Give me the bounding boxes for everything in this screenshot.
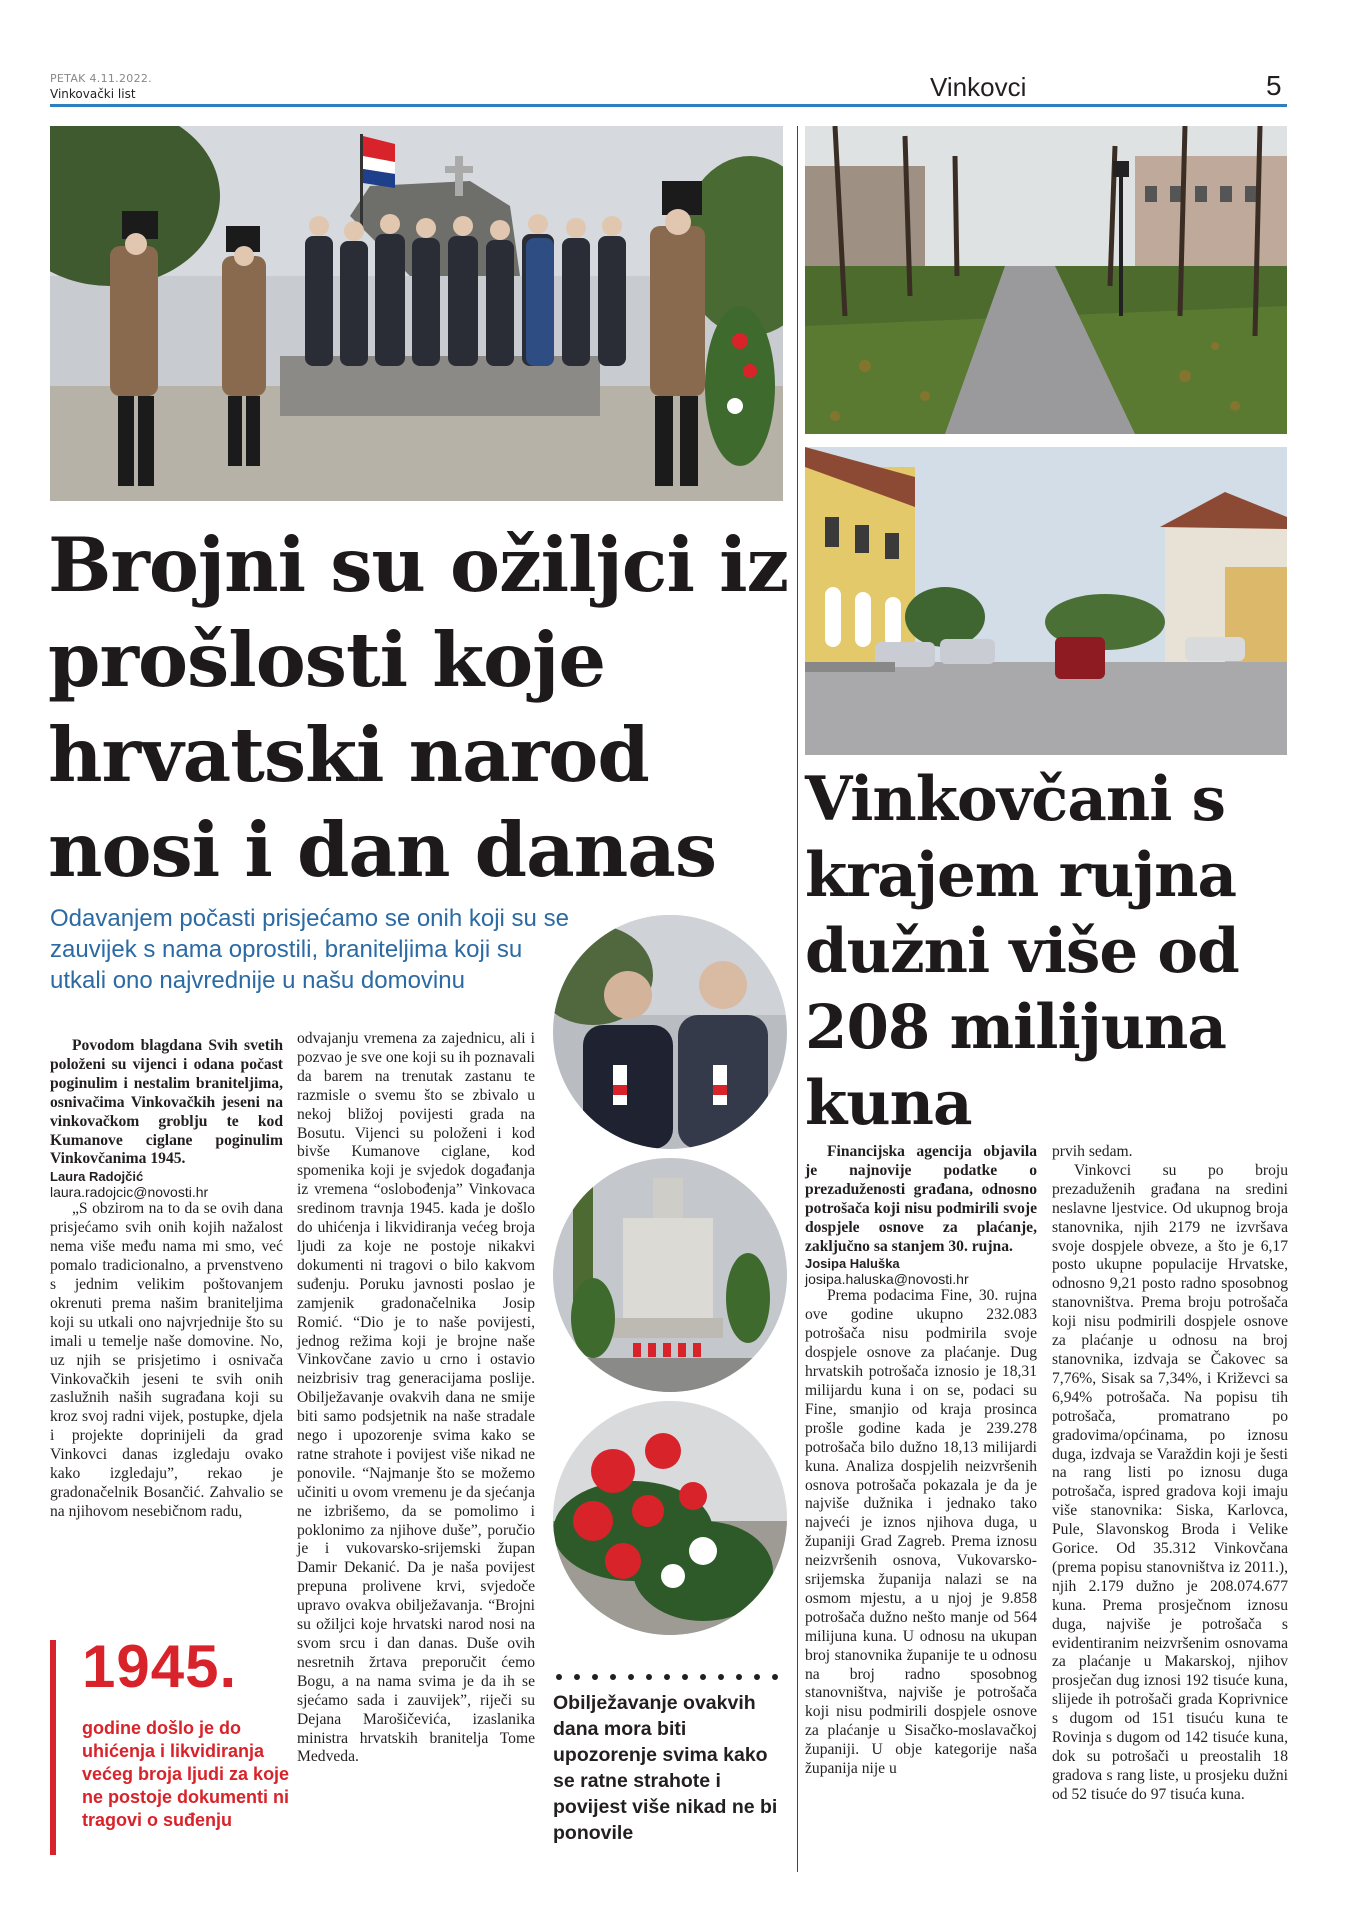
main-body-part2: odvajanju vremena za zajednicu, ali i pozvao je sve one koji su ih poznavali da barem na trenutak zastanu te razmisle o svemu što se zbivalo u nekoj bližoj povijesti grada na Bosutu. Vijenci su položeni i kod bivše Kumanove ciglane, kod spomenika koji je svjedok događanja iz vremena “oslobođenja” Vinkovaca sredinom travnja 1945. kada je došlo do uhićenja i likvidiranja većeg broja ljudi za koje ne postoje nikakvi dokumenti ni tragovi o bilo kakvom suđenju. Poruku javnosti poslao je zamjenik gradonačelnika Josip Romić. “Dio je to naše povijesti, jednog režima koji je brojne naše Vinkovčane zavio u crno i ostavio neizbrisiv trag generacijama poslije. Obilježavanje ovakvih dana ne smije biti samo podsjetnik na naše stradale nego i upozorenje svima kako se ratne strahote i povijest više nikad ne ponovile. “Najmanje što se možemo učiniti u ovom vremenu je da sjećanja ne izbrišemo, da se pomolimo i poklonimo za njihove duše”, poručio je i vukovarsko-srijemski župan Damir Dekanić. Da je naša povijest prepuna prolivene krvi, svjedoče upravo ovakva obilježavanja. “Brojni su ožiljci koje hrvatski narod nosi na svom srcu i dan danas. Duše ovih nesretnih žrtava preporučit ćemo Bogu, a na nama svima je da ih se sjećamo sada i zauvijek”, riječi su Dejana Marošičevića, izaslanika ministra hrvatskih branitelja Tome Medveda.: [297, 1030, 535, 1766]
page-number: 5: [1266, 70, 1282, 101]
fact-year: 1945.: [82, 1633, 238, 1700]
side-article-col1: [805, 1143, 1037, 1779]
side-lead: Financijska agencija objavila je najnovije podatke o prezaduženosti građana, odnosno potrošača koji nisu podmirili svoje dospjele osnove za plaćanje, zaključno sa stanjem 30. rujna.: [805, 1143, 1037, 1255]
main-body-part1: „S obzirom na to da se ovih dana prisjećamo svih onih kojih nažalost nema više među nama mi smo, već pomalo tradicionalno, a prvenstveno s jednim velikim poštovanjem okrenuti prema našim braniteljima koji su utkali ono najvrjednije što su imali u temelje naše domovine. No, uz njih se prisjetimo i osnivača Vinkovačkih jeseni te svih onih zaslužnih naših sugrađana koji su kroz svoj radni vijek, postupke, djela i projekte doprinijeli da grad Vinkovci danas izgledaju ovako kako izgledaju”, rekao je gradonačelnik Bosančić. Zahvalio se na njihovom nesebičnom radu,: [50, 1200, 283, 1520]
column-divider: [797, 126, 798, 1872]
fact-text: godine došlo je do uhićenja i likvidiranja većeg broja ljudi za koje ne postoje dokumenti ni tragovi o suđenju: [82, 1718, 290, 1830]
officials-with-candles-photo: [553, 915, 787, 1149]
header-rule: [50, 104, 1287, 107]
side-body-part3: Vinkovci su po broju prezaduženih građana na sredini neslavne ljestvice. Od ukupnog broja stanovnika, njih 2179 ne izvršava svoje dospjele obveze, a što je 6,17 posto ukupne populacije Hrvatske, odnosno 9,21 posto radno sposobnog stanovništva. Prema broju potrošača koji nisu podmirili dospjele osnove za plaćanje u odnosu na broj stanovnika, izdvaja se Čakovec sa 7,76%, Sisak sa 7,34%, i Križevci sa 6,94% potrošača. Na popisu tih potrošača, promatrano po gradovima/općinama, po iznosu duga, izdvaja se Varaždin koji je šesti na rang listi po iznosu duga potrošača, ispred gradova koji imaju više stanovnika: Siska, Karlovca, Pule, Slavonskog Broda i Velike Gorice. Od 35.312 Vinkovčana (prema popisu stanovništva iz 2011.), njih 2.179 dužno je 208.074.677 kuna. Prema prosječnom iznosu duga, najviše je potrošača s evidentiranim neizvršenim osnovama za plaćanje u Makarskoj, njihov prosječan dug iznosi 192 tisuće kuna, slijede ih potrošači grada Koprivnice s dugom od 151 tisuću kuna te Rovinja s dugom od 142 tisuće kuna, dok su potrošači u preostalih 18 gradova s rang liste, u prosjeku dužni od 52 tisuće do 97 tisuća kuna.: [1052, 1161, 1288, 1803]
quote-dots-decoration: [555, 1673, 785, 1681]
main-article-col1: [50, 1037, 283, 1522]
main-author: Laura Radojčić: [50, 1169, 144, 1185]
main-author-email[interactable]: laura.radojcic@novosti.hr: [50, 1184, 209, 1201]
issue-date: PETAK 4.11.2022.: [50, 72, 152, 85]
side-article-col2: [1052, 1143, 1288, 1805]
memorial-ceremony-photo: [50, 126, 783, 501]
section-name: Vinkovci: [930, 72, 1027, 102]
street-photo: [805, 447, 1287, 755]
monument-photo: [553, 1158, 787, 1392]
side-body-part2: prvih sedam.: [1052, 1143, 1133, 1160]
side-headline: Vinkovčani s krajem rujna dužni više od 208 milijuna kuna: [805, 764, 1239, 1139]
main-lead: Povodom blagdana Svih svetih položeni su vijenci i odana počast poginulim i nestalim braniteljima, osnivačima Vinkovačkih jeseni na vinkovačkom groblju te kod Kumanove ciglane poginulim Vinkovčanima 1945.: [50, 1037, 283, 1168]
side-body-part1: Prema podacima Fine, 30. rujna ove godine ukupno 232.083 potrošača nisu podmirila svoje dospjele osnove za plaćanje. Dug hrvatskih potrošača iznosio je 18,31 milijardu kuna i on se, podaci su Fine, smanjio od kraja prosinca prošle godine kada je 239.278 potrošača bilo dužno 18,13 milijardi kuna. Analiza dospjelih neizvršenih osnova potrošača pokazala je da je najviše dužnika i jednako tako najveći je iznos njihova duga, u županiji Grad Zagreb. Prema iznosu neizvršenih osnova, Vukovarsko-srijemska županija nalazi se na osmom mjestu, a u njoj je 9.858 potrošača dužno nešto manje od 564 milijuna kuna. U odnosu na ukupan broj stanovnika županije te u odnosu na broj radno sposobnog stanovništva, najviše je potrošača koji nisu podmirili dospjele osnove za plaćanje u Sisačko-moslavačkoj županiji. U obje kategorije naša županija nije u: [805, 1287, 1037, 1778]
pull-quote: Obilježavanje ovakvih dana mora biti upozorenje svima kako se ratne strahote i povijest više nikad ne bi ponovile: [553, 1692, 778, 1844]
fact-box-bar: [50, 1640, 56, 1855]
side-author: Josipa Haluška: [805, 1256, 900, 1272]
flowers-photo: [553, 1401, 787, 1635]
park-path-photo: [805, 126, 1287, 434]
side-author-email[interactable]: josipa.haluska@novosti.hr: [805, 1271, 969, 1288]
main-headline: Brojni su ožiljci iz prošlosti koje hrvatski narod nosi i dan danas: [48, 521, 789, 894]
newspaper-name: Vinkovački list: [50, 87, 136, 101]
main-article-col2: [297, 1030, 535, 1767]
main-deck: Odavanjem počasti prisjećamo se onih koji su se zauvijek s nama oprostili, braniteljima koji su utkali ono najvrednije u našu domovinu: [50, 905, 569, 994]
